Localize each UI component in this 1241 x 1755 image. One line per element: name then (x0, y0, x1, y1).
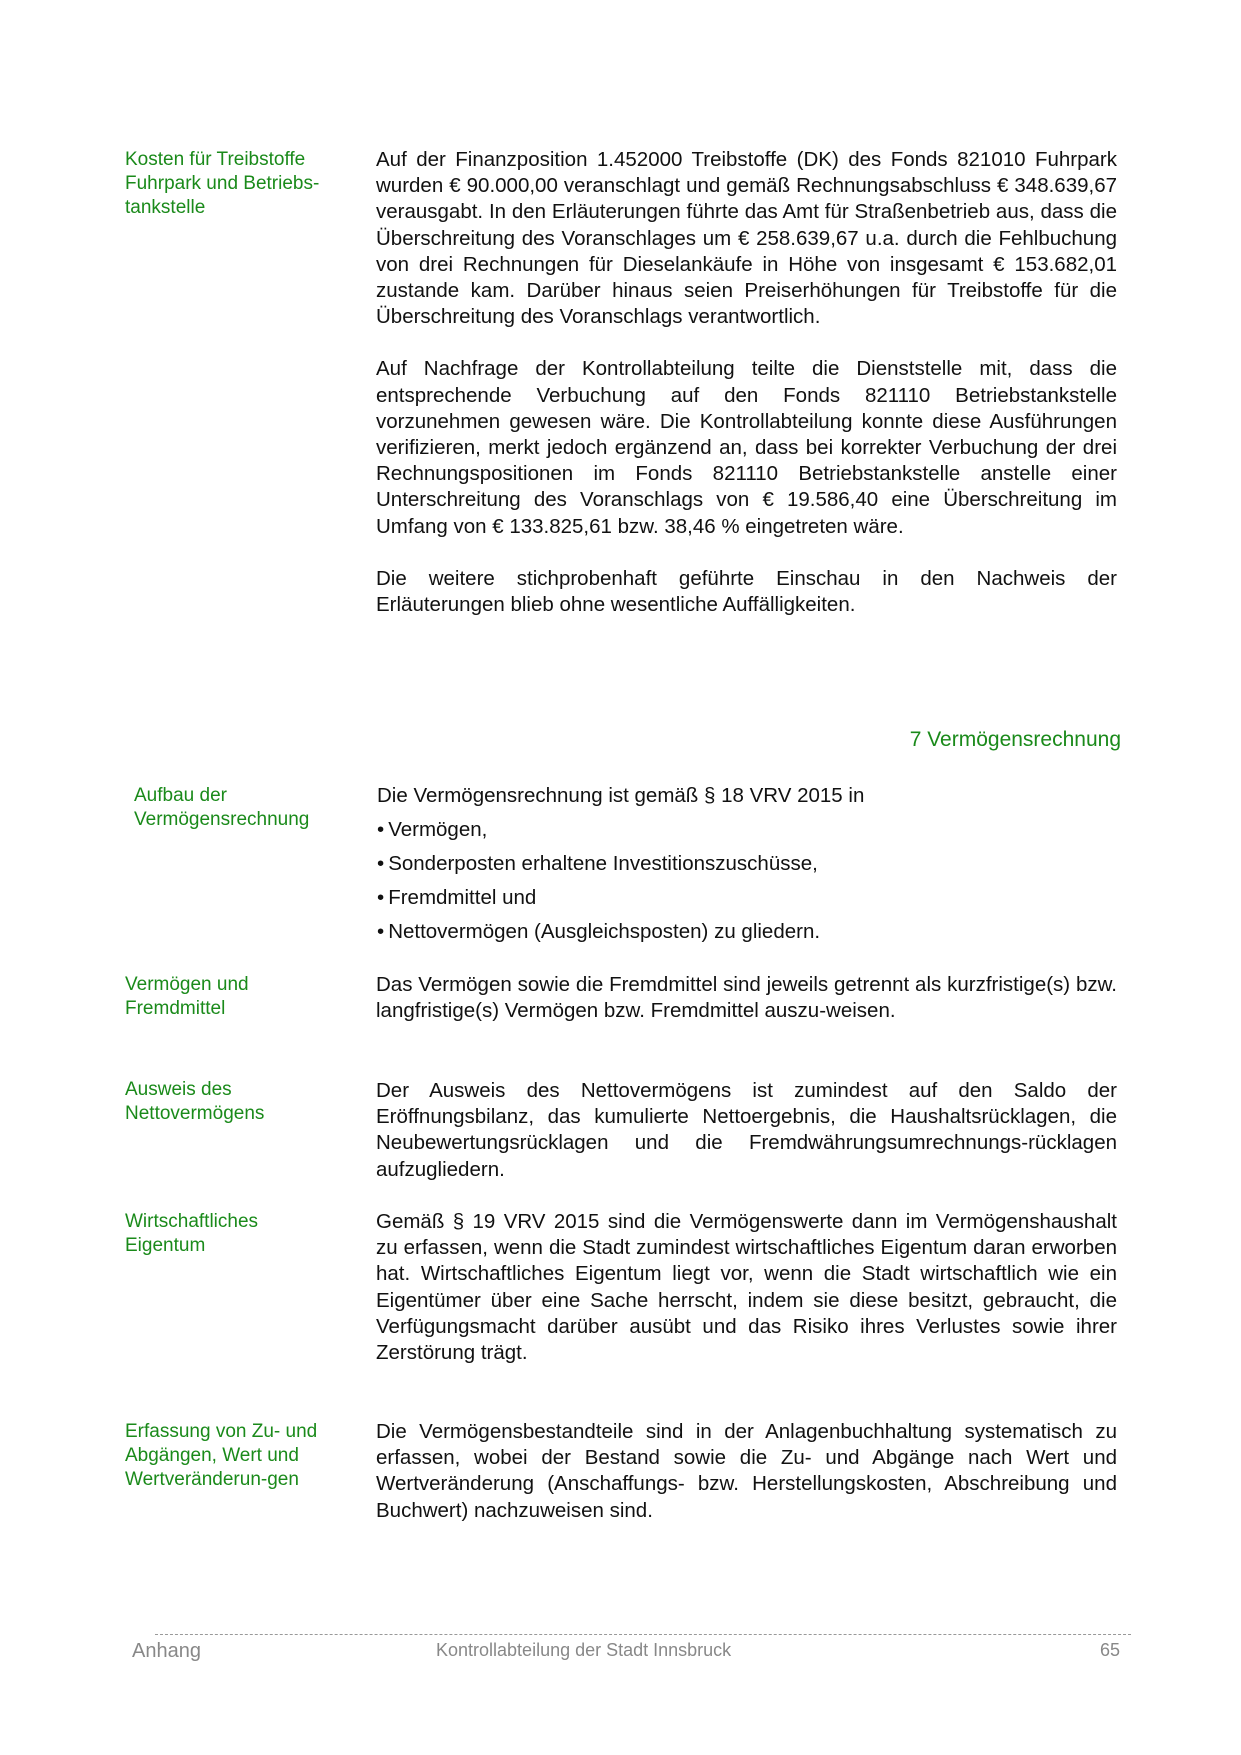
paragraph: Die Vermögensrechnung ist gemäß § 18 VRV 2015 in (377, 784, 865, 807)
list-item: • Sonderposten erhaltene Investitionszuschüsse, (377, 847, 1118, 881)
footer-divider (155, 1634, 1131, 1635)
margin-note: Vermögen und Fremdmittel (125, 974, 249, 1019)
list-item: • Nettovermögen (Ausgleichsposten) zu gliedern. (377, 915, 1118, 949)
section-aufbau (377, 783, 1118, 949)
paragraph: Gemäß § 19 VRV 2015 sind die Vermögenswerte dann im Vermögenshaushalt zu erfassen, wenn die Stadt zumindest wirtschaftliches Eigentum daran erworben hat. Wirtschaftliches Eigentum liegt vor, wenn die Stadt wirtschaftlich wie ein Eigentümer über eine Sache herrscht, indem sie diese besitzt, gebraucht, die Verfügungsmacht darüber ausübt und das Risiko ihres Verlustes sowie ihrer Zerstörung trägt. (376, 1210, 1117, 1365)
page-number: 65 (1100, 1640, 1121, 1660)
paragraph: Die Vermögensbestandteile sind in der Anlagenbuchhaltung systematisch zu erfassen, wobei der Bestand sowie die Zu- und Abgänge nach Wert und Wertveränderung (Anschaffungs- bzw. Herstellungskosten, Abschreibung und Buchwert) nachzuweisen sind. (376, 1420, 1117, 1522)
margin-note: Wirtschaftliches Eigentum (125, 1211, 259, 1256)
paragraph: Auf Nachfrage der Kontrollabteilung teilte die Dienststelle mit, dass die entsprechende Verbuchung auf den Fonds 821110 Betriebstankstelle vorzunehmen gewesen wäre. Die Kontrollabteilung konnte diese Ausführungen verifizieren, merkt jedoch ergänzend an, dass bei korrekter Verbuchung der drei Rechnungspositionen im Fonds 821110 Betriebstankstelle anstelle einer Unterschreitung des Voranschlags von € 19.586,40 eine Überschreitung im Umfang von € 133.825,61 bzw. 38,46 % eingetreten wäre. (376, 357, 1117, 538)
list-item: • Vermögen, (377, 813, 1118, 847)
footer-left: Anhang (132, 1640, 201, 1662)
paragraph: Der Ausweis des Nettovermögens ist zumindest auf den Saldo der Eröffnungsbilanz, das kumulierte Nettoergebnis, die Haushaltsrücklagen, die Neubewertungsrücklagen und die Fremdwährungsumrechnungs-rücklagen aufzugliedern. (376, 1079, 1117, 1181)
paragraph: Auf der Finanzposition 1.452000 Treibstoffe (DK) des Fonds 821010 Fuhrpark wurden € 90.000,00 veranschlagt und gemäß Rechnungsabschluss € 348.639,67 verausgabt. In den Erläuterungen führte das Amt für Straßenbetrieb aus, dass die Überschreitung des Voranschlages um € 258.639,67 u.a. durch die Fehlbuchung von drei Rechnungen für Dieselankäufe in Höhe von insgesamt € 153.682,01 zustande kam. Darüber hinaus seien Preiserhöhungen für Treibstoffe für die Überschreitung des Voranschlags verantwortlich. (376, 148, 1117, 329)
paragraph: Die weitere stichprobenhaft geführte Einschau in den Nachweis der Erläuterungen blieb ohne wesentliche Auffälligkeiten. (376, 566, 1117, 617)
margin-note: Ausweis des Nettovermögens (125, 1079, 265, 1124)
footer-center: Kontrollabteilung der Stadt Innsbruck (436, 1640, 732, 1660)
section-treibstoffe (376, 147, 1117, 618)
section-heading: 7 Vermögensrechnung (909, 728, 1121, 751)
margin-note: Kosten für Treibstoffe Fuhrpark und Betriebs-tankstelle (125, 149, 320, 218)
paragraph: Das Vermögen sowie die Fremdmittel sind jeweils getrennt als kurzfristige(s) bzw. langfristige(s) Vermögen bzw. Fremdmittel auszu-weisen. (376, 973, 1117, 1023)
bullet-list (377, 813, 1118, 949)
list-item: • Fremdmittel und (377, 881, 1118, 915)
margin-note: Aufbau der Vermögensrechnung (134, 785, 310, 830)
margin-note: Erfassung von Zu- und Abgängen, Wert und Wertveränderun-gen (125, 1421, 318, 1490)
